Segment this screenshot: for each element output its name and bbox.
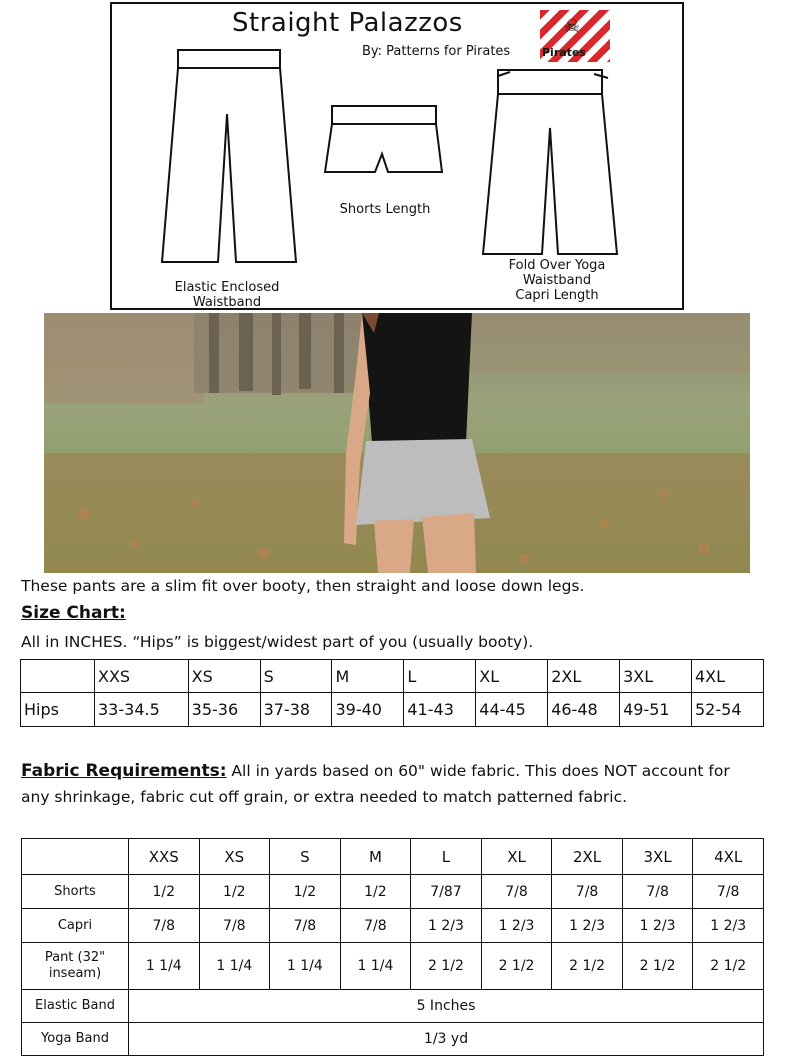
- fabric-cell: 7/8: [340, 909, 411, 943]
- logo-text: Pirates: [542, 46, 586, 59]
- fabric-size-cell: S: [270, 839, 341, 875]
- fabric-header-blank: [22, 839, 129, 875]
- hips-cell: 44-45: [476, 693, 548, 727]
- fabric-requirements-table: [21, 838, 764, 1056]
- fabric-description: All in yards based on 60" wide fabric. This does NOT account for any shrinkage, fabric cut off grain, or extra needed to match patterned fabric.: [21, 762, 730, 806]
- row-label: Capri: [22, 909, 129, 943]
- pattern-byline: By: Patterns for Pirates: [362, 44, 511, 59]
- size-cell: M: [332, 660, 404, 693]
- shorts-label: Shorts Length: [339, 202, 431, 217]
- fabric-cell: 1 2/3: [693, 909, 764, 943]
- row-label: Elastic Band: [22, 990, 129, 1023]
- fabric-size-cell: XXS: [129, 839, 200, 875]
- fabric-cell: 1 1/4: [270, 943, 341, 990]
- hips-cell: 49-51: [620, 693, 692, 727]
- size-cell: XXS: [95, 660, 189, 693]
- fabric-cell: 1/2: [270, 875, 341, 909]
- fabric-cell: 1 1/4: [129, 943, 200, 990]
- yoga-capri-sketch: [483, 70, 617, 254]
- size-header-blank: [21, 660, 95, 693]
- fabric-cell: 1 2/3: [411, 909, 482, 943]
- hips-cell: 46-48: [548, 693, 620, 727]
- model-photo: [44, 313, 750, 573]
- fabric-row-capri: [22, 909, 764, 943]
- fabric-size-cell: XS: [199, 839, 270, 875]
- fabric-size-cell: 2XL: [552, 839, 623, 875]
- skull-icon: ☠: [564, 16, 581, 37]
- size-cell: 4XL: [692, 660, 764, 693]
- fabric-cell: 1/2: [129, 875, 200, 909]
- size-chart-title: Size Chart:: [21, 603, 126, 623]
- fabric-cell: 7/8: [129, 909, 200, 943]
- hips-row: [21, 693, 764, 727]
- fabric-title: Fabric Requirements:: [21, 761, 227, 781]
- size-cell: XL: [476, 660, 548, 693]
- fabric-cell: 1 1/4: [199, 943, 270, 990]
- fold-over-label: Fold Over Yoga Waistband Capri Length: [508, 258, 606, 303]
- fabric-size-cell: 3XL: [622, 839, 693, 875]
- fabric-cell: 2 1/2: [693, 943, 764, 990]
- hips-cell: 41-43: [404, 693, 476, 727]
- size-cell: L: [404, 660, 476, 693]
- size-cell: 3XL: [620, 660, 692, 693]
- fabric-cell: 1 2/3: [481, 909, 552, 943]
- hips-cell: 39-40: [332, 693, 404, 727]
- size-cell: S: [260, 660, 332, 693]
- fabric-header-row: [22, 839, 764, 875]
- fabric-requirements-intro: [21, 758, 751, 810]
- intro-text: These pants are a slim fit over booty, then straight and loose down legs.: [21, 577, 585, 595]
- row-label: Shorts: [22, 875, 129, 909]
- fabric-cell: 1/2: [199, 875, 270, 909]
- hips-cell: 33-34.5: [95, 693, 189, 727]
- hips-cell: 35-36: [188, 693, 260, 727]
- elastic-value: 5 Inches: [129, 990, 764, 1023]
- fabric-cell: 7/8: [552, 875, 623, 909]
- pattern-title: Straight Palazzos: [232, 8, 463, 38]
- fabric-cell: 7/8: [481, 875, 552, 909]
- hips-label: Hips: [21, 693, 95, 727]
- hips-cell: 37-38: [260, 693, 332, 727]
- elastic-pants-sketch: [162, 50, 296, 262]
- fabric-cell: 7/8: [693, 875, 764, 909]
- pattern-header: [110, 2, 684, 310]
- fabric-size-cell: L: [411, 839, 482, 875]
- fabric-cell: 7/8: [270, 909, 341, 943]
- size-chart-table: [20, 659, 764, 727]
- fabric-size-cell: M: [340, 839, 411, 875]
- fabric-row-pant: [22, 943, 764, 990]
- fabric-cell: 2 1/2: [411, 943, 482, 990]
- fabric-cell: 2 1/2: [481, 943, 552, 990]
- size-cell: 2XL: [548, 660, 620, 693]
- fabric-cell: 1 2/3: [622, 909, 693, 943]
- fabric-cell: 2 1/2: [622, 943, 693, 990]
- fabric-cell: 7/87: [411, 875, 482, 909]
- fabric-cell: 1/2: [340, 875, 411, 909]
- fabric-size-cell: 4XL: [693, 839, 764, 875]
- fabric-row-elastic: [22, 990, 764, 1023]
- fabric-cell: 7/8: [622, 875, 693, 909]
- row-label: Yoga Band: [22, 1023, 129, 1056]
- yoga-value: 1/3 yd: [129, 1023, 764, 1056]
- fabric-cell: 2 1/2: [552, 943, 623, 990]
- row-label: Pant (32" inseam): [22, 943, 129, 990]
- fabric-cell: 7/8: [199, 909, 270, 943]
- fabric-size-cell: XL: [481, 839, 552, 875]
- fabric-cell: 1 1/4: [340, 943, 411, 990]
- shorts-sketch: [325, 106, 442, 172]
- fabric-row-yoga: [22, 1023, 764, 1056]
- elastic-label: Elastic Enclosed Waistband: [174, 280, 280, 310]
- fabric-cell: 1 2/3: [552, 909, 623, 943]
- hips-cell: 52-54: [692, 693, 764, 727]
- size-header-row: [21, 660, 764, 693]
- fabric-row-shorts: [22, 875, 764, 909]
- size-chart-note: All in INCHES. “Hips” is biggest/widest part of you (usually booty).: [21, 633, 534, 651]
- size-cell: XS: [188, 660, 260, 693]
